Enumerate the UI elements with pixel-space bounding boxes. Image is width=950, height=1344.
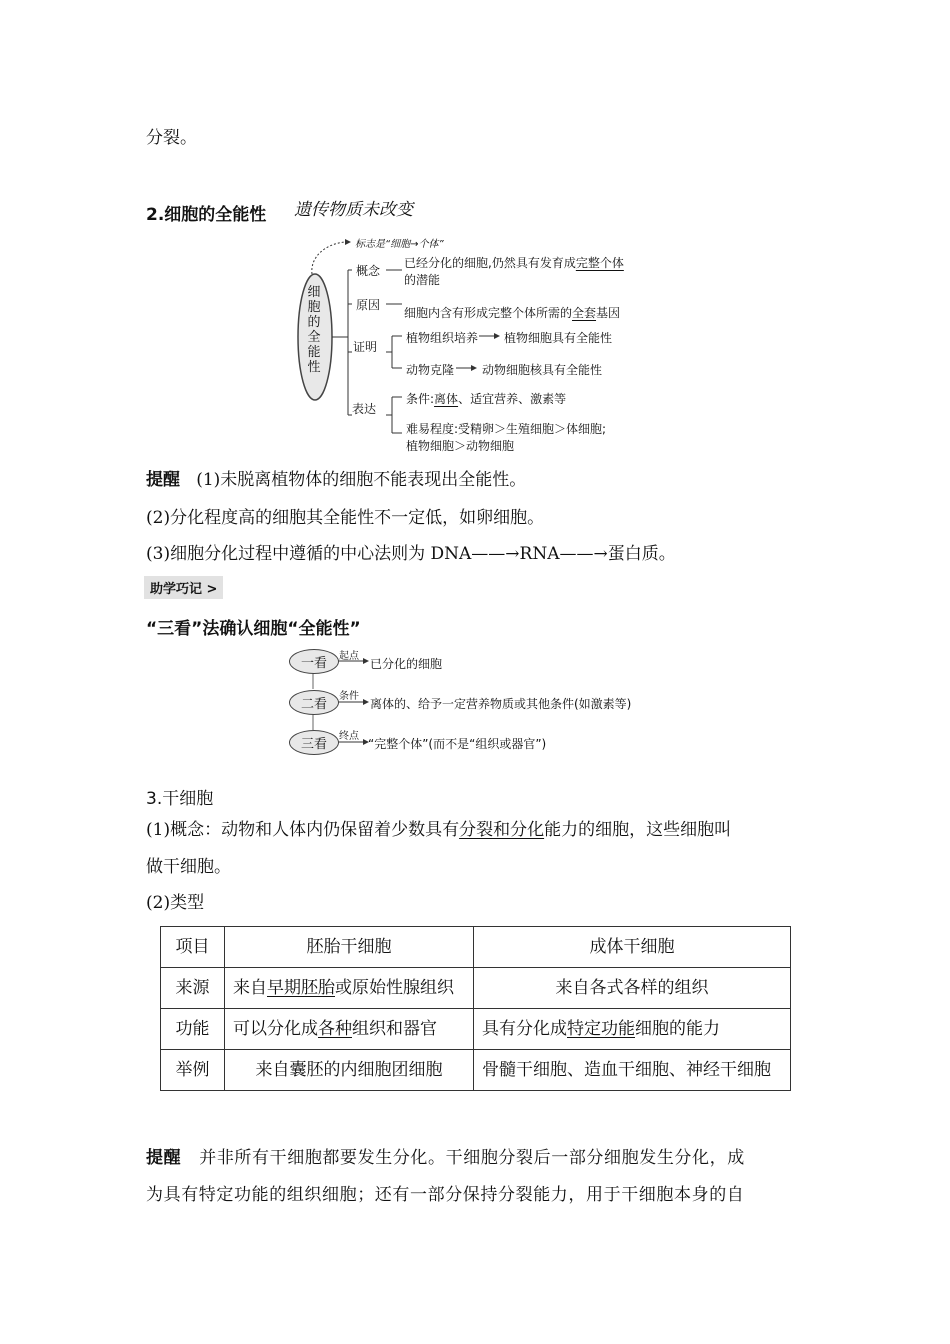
reminder-1-line2: (2)分化程度高的细胞其全能性不一定低，如卵细胞。	[146, 508, 545, 528]
types-label: (2)类型	[146, 893, 205, 913]
look-3-tag: 终点	[339, 731, 359, 742]
header-adult: 成体干细胞	[474, 927, 791, 968]
look-2-oval: 二看	[289, 690, 339, 715]
proof-item2-a: 动物克隆	[406, 363, 455, 377]
proof-item1-b: 植物细胞具有全能性	[504, 331, 613, 345]
proof-item2-b: 动物细胞核具有全能性	[482, 363, 603, 377]
header-item: 项目	[161, 927, 225, 968]
row-label-source: 来源	[161, 968, 225, 1009]
diagram-annotation: 标志是“细胞→个体”	[355, 239, 444, 250]
reason-text: 细胞内含有形成完整个体所需的全套基因	[404, 306, 621, 320]
embryonic-source: 来自早期胚胎或原始性腺组织	[225, 968, 474, 1009]
row-label-function: 功能	[161, 1009, 225, 1050]
expression-condition: 条件:离体、适宜营养、激素等	[406, 392, 567, 406]
look-3-text: “完整个体”(而不是“组织或器官”)	[368, 737, 547, 751]
branch-proof-label: 证明	[353, 340, 378, 354]
stem-cell-table	[160, 926, 791, 1091]
table-row	[161, 1050, 791, 1091]
section-3-heading: 3.干细胞	[146, 789, 214, 809]
look-1-tag: 起点	[339, 651, 359, 662]
annotation-arrow	[312, 242, 345, 274]
header-embryonic: 胚胎干细胞	[225, 927, 474, 968]
continued-text: 分裂。	[146, 128, 197, 148]
concept-text-2: 的潜能	[404, 273, 441, 287]
table-row	[161, 1009, 791, 1050]
reminder-1-line3: (3)细胞分化过程中遵循的中心法则为 DNA——→RNA——→蛋白质。	[146, 544, 676, 564]
row-label-example: 举例	[161, 1050, 225, 1091]
branch-reason-label: 原因	[356, 298, 381, 312]
concept-text: 已经分化的细胞,仍然具有发育成完整个体	[404, 256, 624, 270]
look-1-oval: 一看	[289, 649, 339, 674]
expression-difficulty-2: 植物细胞＞动物细胞	[406, 439, 515, 453]
table-header-row	[161, 927, 791, 968]
stem-cell-concept: (1)概念：动物和人体内仍保留着少数具有分裂和分化能力的细胞，这些细胞叫	[146, 820, 732, 840]
look-2-tag: 条件	[339, 691, 359, 702]
embryonic-function: 可以分化成各种组织和器官	[225, 1009, 474, 1050]
tip-title: “三看”法确认细胞“全能性”	[146, 619, 361, 639]
branch-concept-label: 概念	[356, 264, 381, 278]
look-1-text: 已分化的细胞	[370, 657, 443, 671]
reminder-2-line2: 为具有特定功能的组织细胞；还有一部分保持分裂能力，用于干细胞本身的自	[146, 1185, 745, 1205]
tip-badge: 助学巧记 >	[144, 576, 223, 599]
reminder-1-line1: 提醒 (1)未脱离植物体的细胞不能表现出全能性。	[146, 470, 527, 490]
adult-function: 具有分化成特定功能细胞的能力	[474, 1009, 791, 1050]
adult-example: 骨髓干细胞、造血干细胞、神经干细胞	[474, 1050, 791, 1091]
table-row	[161, 968, 791, 1009]
handwritten-note: 遗传物质未改变	[294, 200, 413, 220]
center-label: 细胞的全能性	[307, 285, 321, 375]
look-3-oval: 三看	[289, 730, 339, 755]
expression-difficulty-1: 难易程度:受精卵＞生殖细胞＞体细胞;	[406, 422, 607, 436]
proof-item1-a: 植物组织培养	[406, 331, 479, 345]
look-2-text: 离体的、给予一定营养物质或其他条件(如激素等)	[370, 697, 632, 711]
adult-source: 来自各式各样的组织	[474, 968, 791, 1009]
branch-expression-label: 表达	[352, 402, 377, 416]
embryonic-example: 来自囊胚的内细胞团细胞	[225, 1050, 474, 1091]
section-2-heading: 2.细胞的全能性	[146, 205, 267, 225]
stem-cell-concept-2: 做干细胞。	[146, 857, 231, 877]
reminder-2-line1: 提醒 并非所有干细胞都要发生分化。干细胞分裂后一部分细胞发生分化，成	[146, 1148, 745, 1168]
